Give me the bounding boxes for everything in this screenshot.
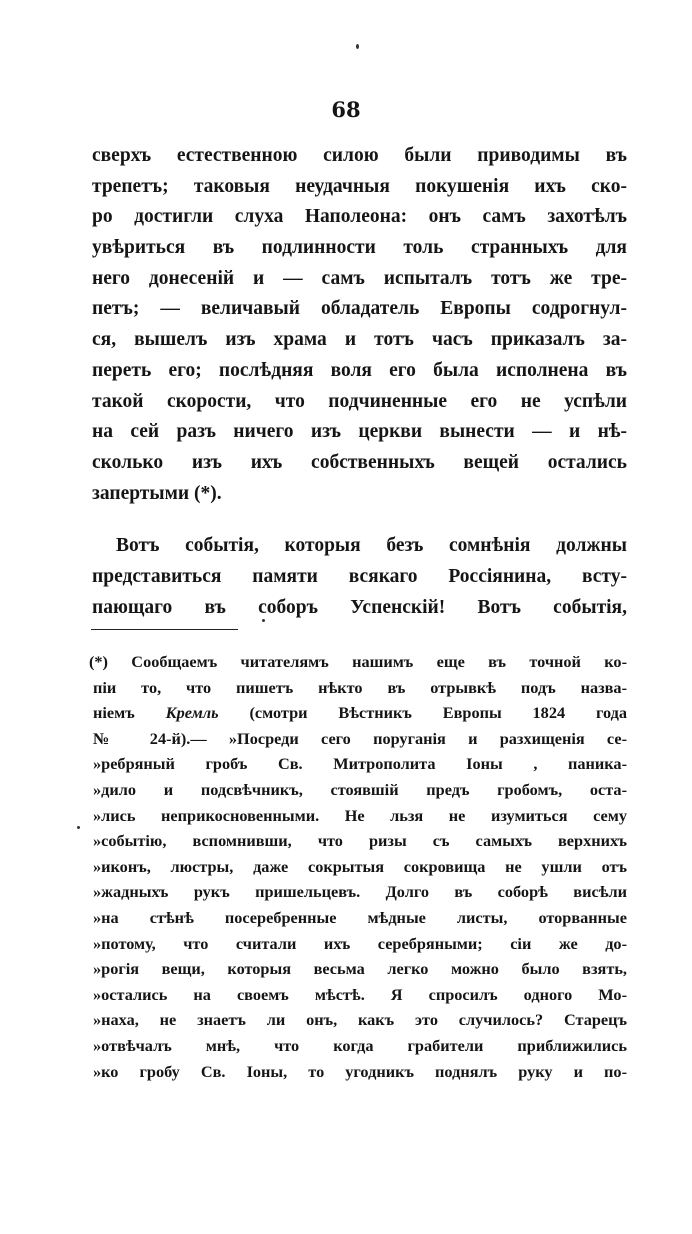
- text-line: сверхъ естественною силою были приводимы въ: [92, 145, 627, 166]
- text-line: на сей разъ ничего изъ церкви вынести — и нѣ-: [92, 421, 627, 443]
- footnote-line: піи то, что пишетъ нѣкто въ отрывкѣ подъ назва-: [93, 677, 627, 697]
- footnote-line: »событію, вспомнивши, что ризы съ самыхъ верхнихъ: [93, 831, 627, 851]
- text-line: представиться памяти всякаго Россіянина, всту-: [92, 565, 627, 587]
- text-line: петъ; — величавый обладатель Европы содрогнул-: [92, 298, 627, 320]
- ink-speck: [356, 44, 359, 49]
- paragraph-2: [92, 531, 627, 623]
- text-line: увѣриться въ подлинности толь странныхъ для: [92, 237, 627, 259]
- footnote-line: »лись неприкосновенными. Не льзя не изумиться сему: [93, 805, 627, 825]
- footnote-line: »жадныхъ рукъ пришельцевъ. Долго въ соборѣ висѣли: [93, 882, 627, 902]
- text-line: него донесеній и — самъ испыталъ тотъ же тре-: [92, 267, 627, 289]
- text-line: переть его; послѣдняя воля его была исполнена въ: [92, 359, 627, 381]
- footnote-line: (*) Сообщаемъ читателямъ нашимъ еще въ точной ко-: [89, 652, 627, 671]
- footnote: [89, 649, 628, 1084]
- paragraph-1: [92, 141, 627, 509]
- footnote-line: № 24-й).— »Посреди сего поруганія и разхищенія се-: [93, 728, 627, 748]
- main-text: [92, 141, 627, 623]
- footnote-text: (смотри Вѣстникъ Европы 1824 года: [249, 703, 628, 723]
- footnote-line: »на стѣнѣ посеребренные мѣдные листы, оторванные: [93, 907, 627, 927]
- footnote-line: »потому, что считали ихъ серебряными; сіи же до-: [93, 933, 627, 953]
- footnote-line: »остались на своемъ мѣстѣ. Я спросилъ одного Мо-: [93, 984, 627, 1004]
- footnote-italic-title: Кремль: [165, 703, 219, 723]
- footnote-line: [93, 700, 627, 726]
- page-number: 68: [331, 97, 361, 122]
- footnote-line: »наха, не знаетъ ли онъ, какъ это случилось? Старецъ: [93, 1010, 627, 1030]
- text-line: такой скорости, что подчиненные его не успѣли: [92, 390, 627, 412]
- text-line: ся, вышелъ изъ храма и тотъ часъ приказалъ за-: [92, 329, 627, 351]
- footnote-line: »ко гробу Св. Іоны, то угодникъ поднялъ руку и по-: [93, 1061, 627, 1081]
- text-line: запертыми (*).: [92, 482, 222, 504]
- footnote-text: ніемъ: [93, 703, 135, 723]
- footnote-line: »иконъ, люстры, даже сокрытыя сокровища не ушли отъ: [93, 856, 627, 876]
- footnote-line: »ребряный гробъ Св. Митрополита Іоны , паника-: [93, 754, 627, 774]
- text-line: сколько изъ ихъ собственныхъ вещей остались: [92, 451, 627, 473]
- footnote-line: »отвѣчалъ мнѣ, что когда грабители приближились: [93, 1035, 627, 1055]
- text-line: ро достигли слуха Наполеона: онъ самъ захотѣлъ: [92, 206, 627, 228]
- text-line: трепетъ; таковыя неудачныя покушенія ихъ ско-: [92, 175, 627, 197]
- text-line: пающаго въ соборъ Успенскій! Вотъ событія,: [92, 596, 627, 618]
- footnote-line: »рогія вещи, которыя весьма легко можно было взять,: [93, 959, 627, 979]
- paragraph-gap: [92, 509, 627, 531]
- footnote-line: »дило и подсвѣчникъ, стоявшій предъ гробомъ, оста-: [93, 779, 627, 799]
- text-line: Вотъ событія, которыя безъ сомнѣнія должны: [116, 535, 627, 557]
- footnote-rule: [91, 629, 238, 630]
- ink-speck: [77, 826, 80, 829]
